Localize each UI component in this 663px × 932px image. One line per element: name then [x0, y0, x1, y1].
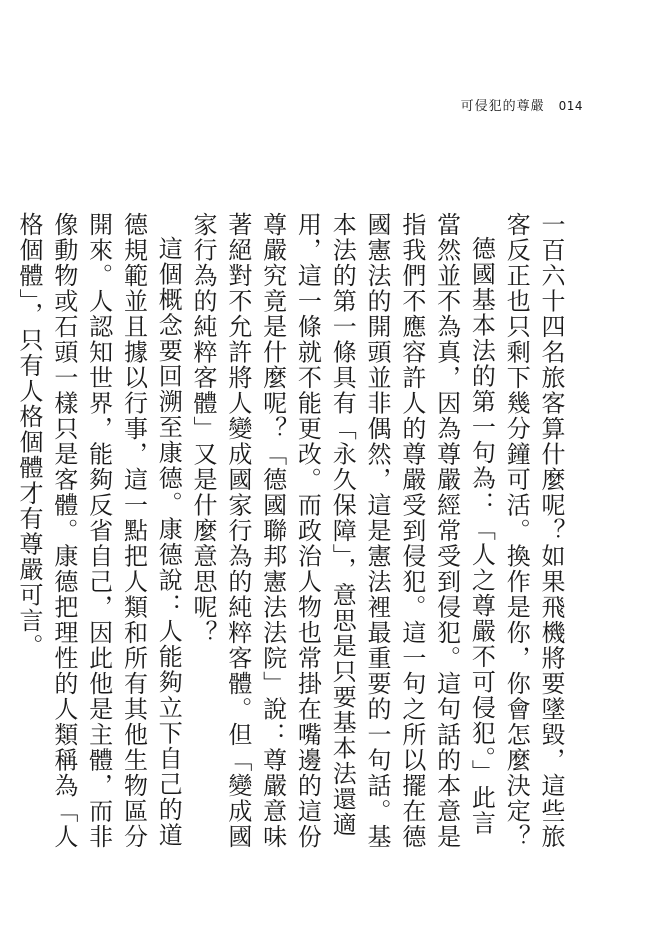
paragraph-2: 德國基本法的第一句為：「人之尊嚴不可侵犯。」此言當然並不為真，因為尊嚴經常受到侵犯。這句話的本意是指我們不應容許人的尊嚴受到侵犯。這一句之所以擺在德國憲法的開頭並非偶然，這是憲法裡最重要的一句話。基本法的第一條具有「永久保障」，意思是只要基本法還適用，這一條就不能更改。而政治人物也常掛在嘴邊的這份尊嚴究竟是什麼呢？「德國聯邦憲法法院」說：尊嚴意味著絕對不允許將人變成國家行為的純粹客體。但「變成國家行為的純粹客體」又是什麼意思呢？	[189, 212, 496, 850]
paragraph-3: 這個概念要回溯至康德。康德說：人能夠立下自己的道德規範並且據以行事，這一點把人類和所有其他生物區分開來。人認知世界，能夠反省自己，因此他是主體，而非像動物或石頭一樣只是客體。康德把理性的人類稱為「人格個體」，只有人格個體才有尊嚴可言。	[15, 212, 183, 850]
body-text	[15, 212, 568, 857]
running-header	[461, 95, 583, 114]
page-number: 014	[558, 99, 583, 113]
paragraph-1: 一百六十四名旅客算什麼呢？如果飛機將要墜毀，這些旅客反正也只剩下幾分鐘可活。換作是你，你會怎麼決定？	[502, 212, 565, 850]
header-title: 可侵犯的尊嚴	[460, 99, 545, 114]
